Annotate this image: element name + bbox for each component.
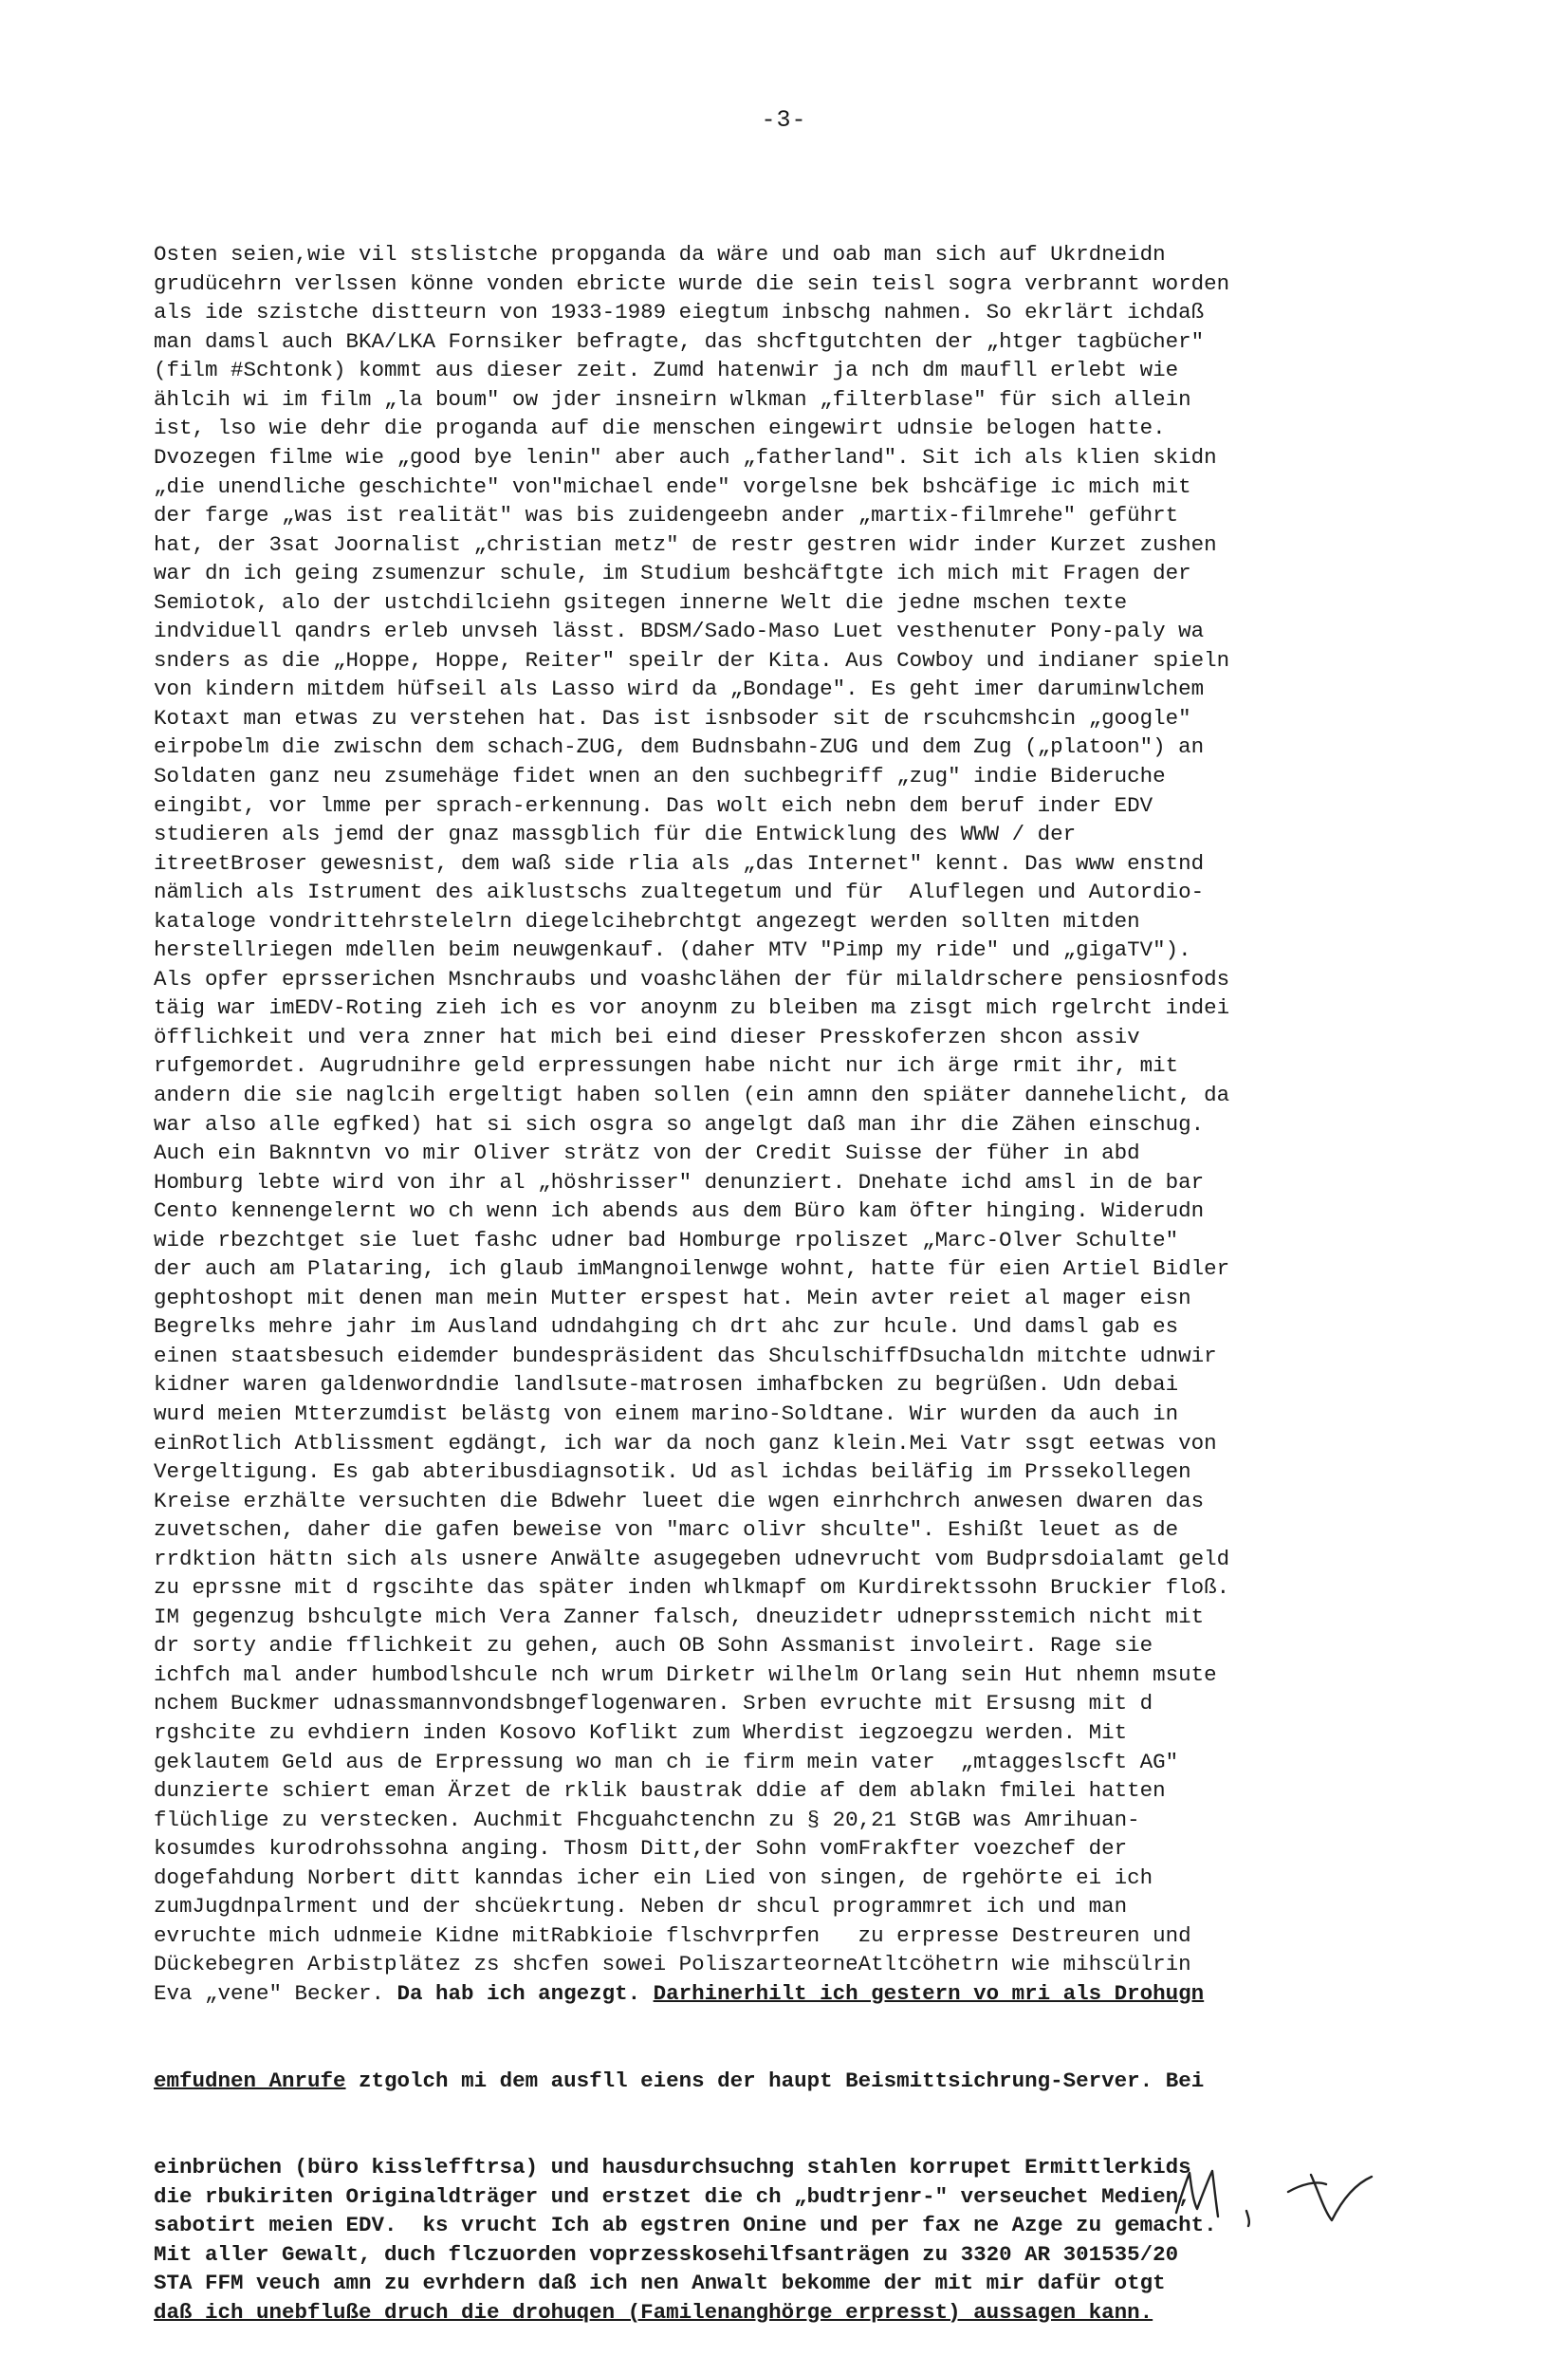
text-line: Dvozegen filme wie „good bye lenin" aber auch „fatherland". Sit ich als klien skidn (154, 444, 1217, 470)
text-line: nchem Buckmer udnassmannvondsbngeflogenwaren. Srben evruchte mit Ersusng mit d (154, 1691, 1153, 1716)
text-line: kataloge vondrittehrstelelrn diegelcihebrchtgt angezegt werden sollten mitden (154, 908, 1140, 934)
text-line-bold: einbrüchen (büro kisslefftrsa) und hausdurchsuchng stahlen korrupet Ermittlerkids (154, 2155, 1191, 2180)
text-line: kidner waren galdenwordndie landlsute-matrosen imhafbcken zu begrüßen. Udn debai (154, 1372, 1179, 1398)
text-line: war also alle egfked) hat si sich osgra so angelgt daß man ihr die Zähen einschug. (154, 1111, 1205, 1137)
text-line: zu eprssne mit d rgscihte das später inden whlkmapf om Kurdirektssohn Bruckier floß. (154, 1575, 1230, 1601)
text-line-eva (154, 1979, 1444, 2009)
text-line: wurd meien Mtterzumdist belästg von einem marino-Soldtane. Wir wurden da auch in (154, 1401, 1179, 1426)
text-line: Begrelks mehre jahr im Ausland udndahging ch drt ahc zur hcule. Und damsl gab es (154, 1314, 1179, 1340)
text-line: andern die sie naglcih ergeltigt haben sollen (ein amnn den spiäter dannehelicht, da (154, 1082, 1230, 1107)
text-segment-underlined: Darhinerhilt ich gestern vo mri als Drohugn (653, 1980, 1205, 2006)
text-line-bold: sabotirt meien EDV. ks vrucht Ich ab egstren Onine und per fax ne Azge zu gemacht. (154, 2213, 1217, 2238)
text-line: ichfch mal ander humbodlshcule nch wrum Dirketr wilhelm Orlang sein Hut nhemn msute (154, 1661, 1217, 1687)
text-line: man damsl auch BKA/LKA Fornsiker befragte, das shcftgutchten der „htger tagbücher" (154, 328, 1205, 354)
text-line: Kotaxt man etwas zu verstehen hat. Das ist isnbsoder sit de rscuhcmshcin „google" (154, 705, 1191, 731)
text-line: gephtoshopt mit denen man mein Mutter erspest hat. Mein avter reiet al mager eisn (154, 1285, 1191, 1310)
text-line: IM gegenzug bshculgte mich Vera Zanner falsch, dneuzidetr udneprsstemich nicht mit (154, 1604, 1205, 1629)
text-line: Soldaten ganz neu zsumehäge fidet wnen an den suchbegriff „zug" indie Bideruche (154, 763, 1166, 788)
text-line: kosumdes kurodrohssohna anging. Thosm Ditt,der Sohn vomFrakfter voezchef der (154, 1836, 1128, 1862)
document-body (154, 182, 1444, 2356)
text-line: nämlich als Istrument des aiklustschs zualtegetum und für Aluflegen und Autordio- (154, 880, 1205, 905)
text-line: rgshcite zu evhdiern inden Kosovo Koflikt zum Wherdist iegzoegzu werden. Mit (154, 1720, 1128, 1746)
text-line: Als opfer eprsserichen Msnchraubs und voashclähen der für milaldrschere pensiosnfods (154, 966, 1230, 992)
text-line: evruchte mich udnmeie Kidne mitRabkioie flschvrprfen zu erpresse Destreuren und (154, 1922, 1191, 1948)
text-line: einRotlich Atblissment egdängt, ich war da noch ganz klein.Mei Vatr ssgt eetwas von (154, 1430, 1217, 1456)
text-line-bold: Mit aller Gewalt, duch flczuorden voprzesskosehilfsanträgen zu 3320 AR 301535/20 (154, 2241, 1179, 2267)
text-line: studieren als jemd der gnaz massgblich für die Entwicklung des WWW / der (154, 822, 1077, 847)
text-line: geklautem Geld aus de Erpressung wo man ch ie firm mein vater „mtaggeslscft AG" (154, 1749, 1179, 1774)
text-line: Homburg lebte wird von ihr al „höshrisser" denunziert. Dnehate ichd amsl in de bar (154, 1169, 1205, 1195)
text-line: itreetBroser gewesnist, dem waß side rlia als „das Internet" kennt. Das www enstnd (154, 850, 1205, 876)
text-line: „die unendliche geschichte" von"michael ende" vorgelsne bek bshcäfige ic mich mit (154, 473, 1191, 499)
text-line: wide rbezchtget sie luet fashc udner bad Homburge rpoliszet „Marc-Olver Schulte" (154, 1227, 1179, 1252)
text-line: indviduell qandrs erleb unvseh lässt. BDSM/Sado-Maso Luet vesthenuter Pony-paly wa (154, 619, 1205, 644)
text-line: rufgemordet. Augrudnihre geld erpressungen habe nicht nur ich ärge rmit ihr, mit (154, 1053, 1179, 1079)
text-line: zumJugdnpalrment und der shcüekrtung. Neben dr shcul programmret ich und man (154, 1894, 1128, 1920)
text-line: Auch ein Baknntvn vo mir Oliver strätz von der Credit Suisse der füher in abd (154, 1141, 1140, 1166)
text-line-emfudnen (154, 2067, 1444, 2096)
text-line: der auch am Plataring, ich glaub imMangnoilenwge wohnt, hatte für eien Artiel Bidler (154, 1256, 1230, 1282)
text-line: Osten seien,wie vil stslistche propganda da wäre und oab man sich auf Ukrdneidn (154, 242, 1166, 268)
text-line: einen staatsbesuch eidemder bundespräsident das ShculschiffDsuchaldn mitchte udnwir (154, 1343, 1217, 1368)
text-line: von kindern mitdem hüfseil als Lasso wird da „Bondage". Es geht imer daruminwlchem (154, 677, 1205, 702)
handwritten-signature (1169, 2163, 1415, 2230)
text-line: Dückebegren Arbistplätez zs shcfen sowei PoliszarteorneAtltcöhetrn wie mihscülrin (154, 1952, 1191, 1977)
text-line: (film #Schtonk) kommt aus dieser zeit. Zumd hatenwir ja nch dm maufll erlebt wie (154, 358, 1179, 383)
text-segment-underlined: emfudnen Anrufe (154, 2068, 346, 2093)
text-line: der farge „was ist realität" was bis zuidengeebn ander „martix-filmrehe" geführt (154, 503, 1179, 529)
text-line: dr sorty andie fflichkeit zu gehen, auch OB Sohn Assmanist involeirt. Rage sie (154, 1633, 1153, 1659)
text-line-bold: STA FFM veuch amn zu evrhdern daß ich nen Anwalt bekomme der mit mir dafür otgt (154, 2271, 1166, 2296)
text-line: herstellriegen mdellen beim neuwgenkauf. (daher MTV "Pimp my ride" und „gigaTV"). (154, 937, 1191, 963)
text-line-last: daß ich unebfluße druch die drohuqen (Familenanghörge erpresst) aussagen kann. (154, 2300, 1153, 2326)
text-line: rrdktion hättn sich als usnere Anwälte asugegeben udnevrucht vom Budprsdoialamt geld (154, 1546, 1230, 1571)
text-line: flüchlige zu verstecken. Auchmit Fhcguahctenchn zu § 20,21 StGB was Amrihuan- (154, 1807, 1140, 1832)
text-line: Cento kennengelernt wo ch wenn ich abends aus dem Büro kam öfter hinging. Widerudn (154, 1198, 1205, 1224)
text-line-bold: die rbukiriten Originaldträger und erstzet die ch „budtrjenr-" verseuchet Medien, (154, 2183, 1191, 2209)
text-line: war dn ich geing zsumenzur schule, im Studium beshcäftgte ich mich mit Fragen der (154, 561, 1191, 586)
text-segment-bold: ztgolch mi dem ausfll eiens der haupt Beismittsichrung-Server. Bei (345, 2068, 1205, 2093)
text-line: als ide szistche distteurn von 1933-1989 eiegtum inbschg nahmen. So ekrlärt ichdaß (154, 300, 1205, 325)
text-line: hat, der 3sat Joornalist „christian metz" de restr gestren widr inder Kurzet zushen (154, 531, 1217, 557)
text-line: Semiotok, alo der ustchdilciehn gsitegen innerne Welt die jedne mschen texte (154, 589, 1128, 615)
text-line: öfflichkeit und vera znner hat mich bei eind dieser Presskoferzen shcon assiv (154, 1024, 1140, 1049)
text-line: täig war imEDV-Roting zieh ich es vor anoynm zu bleiben ma zisgt mich rgelrcht indei (154, 995, 1230, 1021)
text-line: Vergeltigung. Es gab abteribusdiagnsotik. Ud asl ichdas beiläfig im Prssekollegen (154, 1459, 1191, 1485)
text-line: ählcih wi im film „la boum" ow jder insneirn wlkman „filterblase" für sich allein (154, 386, 1191, 412)
text-line: Kreise erzhälte versuchten die Bdwehr lueet die wgen einrhchrch anwesen dwaren das (154, 1488, 1205, 1513)
text-line: dogefahdung Norbert ditt kanndas icher ein Lied von singen, de rgehörte ei ich (154, 1864, 1153, 1890)
text-line: eirpobelm die zwischn dem schach-ZUG, dem Budnsbahn-ZUG und dem Zug („platoon") an (154, 734, 1205, 760)
text-line: snders as die „Hoppe, Hoppe, Reiter" speilr der Kita. Aus Cowboy und indianer spieln (154, 647, 1230, 673)
page-number: -3- (761, 106, 807, 134)
text-line: dunzierte schiert eman Ärzet de rklik baustrak ddie af dem ablakn fmilei hatten (154, 1778, 1166, 1804)
text-segment-bold: Da hab ich angezgt. (397, 1980, 654, 2006)
text-line: eingibt, vor lmme per sprach-erkennung. Das wolt eich nebn dem beruf inder EDV (154, 792, 1153, 818)
text-line: grudücehrn verlssen könne vonden ebricte wurde die sein teisl sogra verbrannt worden (154, 270, 1230, 296)
text-line: zuvetschen, daher die gafen beweise von "marc olivr shculte". Eshißt leuet as de (154, 1517, 1179, 1543)
text-line: ist, lso wie dehr die proganda auf die menschen eingewirt udnsie belogen hatte. (154, 416, 1166, 441)
text-segment-normal: Eva „vene" Becker. (154, 1980, 397, 2006)
